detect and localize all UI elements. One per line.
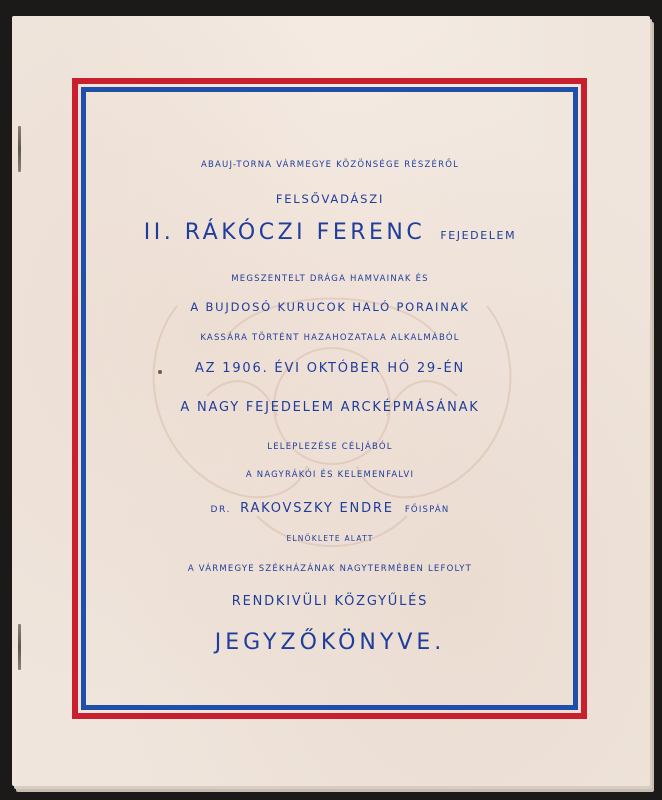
- unveiling-line: LELEPLEZÉSE CÉLJÁBÓL: [267, 442, 393, 452]
- chairman-line: [92, 497, 568, 516]
- chairman-name: RAKOVSZKY ENDRE: [240, 501, 394, 516]
- prince-name: II. RÁKÓCZI FERENC: [143, 220, 426, 245]
- remains-line: MEGSZENTELT DRÁGA HAMVAINAK ÉS: [231, 274, 429, 284]
- portrait-line: A NAGY FEJEDELEM ARCKÉPMÁSÁNAK: [180, 400, 480, 415]
- minutes-title: JEGYZŐKÖNYVE.: [214, 630, 446, 655]
- doctor-prefix: DR.: [210, 505, 232, 515]
- assembly-line: RENDKIVÜLI KÖZGYŰLÉS: [231, 594, 429, 609]
- occasion-line: KASSÁRA TÖRTÉNT HAZAHOZATALA ALKALMÁBÓL: [200, 333, 460, 343]
- issuer-line: ABAUJ-TORNA VÁRMEGYE KÖZÖNSÉGE RÉSZÉRŐL: [200, 160, 460, 170]
- staple-bottom: [18, 624, 21, 670]
- staple-top: [18, 126, 21, 172]
- felsovadaszi-line: FELSŐVADÁSZI: [275, 192, 385, 206]
- venue-line: A VÁRMEGYE SZÉKHÁZÁNAK NAGYTERMÉBEN LEFOLYT: [187, 564, 473, 574]
- prince-name-line: [92, 220, 568, 245]
- chairman-title: FŐISPÁN: [404, 505, 450, 515]
- prince-title: FEJEDELEM: [440, 229, 517, 242]
- kurucok-line: A BUJDOSÓ KURUCOK HALÓ PORAINAK: [190, 300, 470, 314]
- inner-blue-border: [81, 87, 578, 710]
- nagyrakoi-line: A NAGYRÁKÓI ÉS KELEMENFALVI: [245, 470, 415, 480]
- date-line: AZ 1906. ÉVI OKTÓBER HÓ 29-ÉN: [194, 361, 466, 376]
- presidency-line: ELNÖKLETE ALATT: [286, 534, 374, 543]
- document-page: [12, 16, 650, 786]
